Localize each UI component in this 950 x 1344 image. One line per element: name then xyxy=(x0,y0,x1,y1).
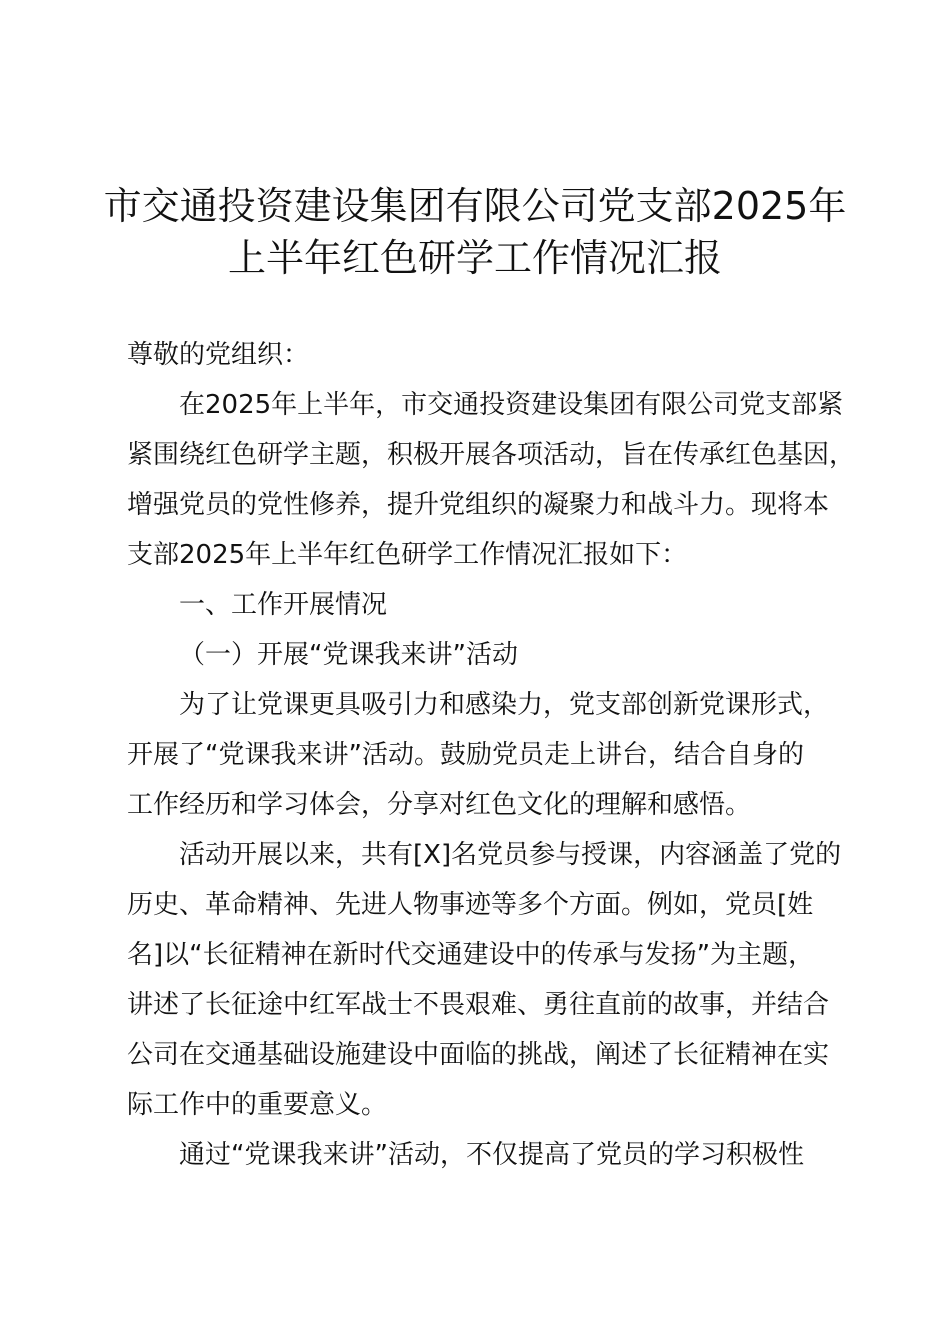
document-title-line-2: 上半年红色研学工作情况汇报 xyxy=(227,236,722,280)
paragraph-line: 增强党员的党性修养，提升党组织的凝聚力和战斗力。现将本 xyxy=(127,490,830,520)
paragraph-line: 活动开展以来，共有[X]名党员参与授课，内容涵盖了党的 xyxy=(179,840,842,870)
paragraph-line: 讲述了长征途中红军战士不畏艰难、勇往直前的故事，并结合 xyxy=(127,990,830,1020)
paragraph-line: 通过“党课我来讲”活动，不仅提高了党员的学习积极性 xyxy=(179,1140,804,1170)
paragraph-line: 公司在交通基础设施建设中面临的挑战，阐述了长征精神在实 xyxy=(127,1040,830,1070)
salutation: 尊敬的党组织： xyxy=(127,340,310,370)
paragraph-line: 名]以“长征精神在新时代交通建设中的传承与发扬”为主题， xyxy=(127,940,815,970)
paragraph-line: 在2025年上半年，市交通投资建设集团有限公司党支部紧 xyxy=(179,390,844,420)
paragraph-line: 工作经历和学习体会，分享对红色文化的理解和感悟。 xyxy=(127,790,752,820)
paragraph-line: 支部2025年上半年红色研学工作情况汇报如下： xyxy=(127,540,688,570)
paragraph-line: 紧围绕红色研学主题，积极开展各项活动，旨在传承红色基因， xyxy=(127,440,856,470)
section-heading: 一、工作开展情况 xyxy=(179,590,388,620)
subsection-heading: （一）开展“党课我来讲”活动 xyxy=(179,640,518,670)
document-title-line-1: 市交通投资建设集团有限公司党支部2025年 xyxy=(103,184,847,228)
paragraph-line: 际工作中的重要意义。 xyxy=(127,1090,388,1120)
paragraph-line: 历史、革命精神、先进人物事迹等多个方面。例如，党员[姓 xyxy=(127,890,814,920)
paragraph-line: 为了让党课更具吸引力和感染力，党支部创新党课形式， xyxy=(179,690,830,720)
paragraph-line: 开展了“党课我来讲”活动。鼓励党员走上讲台，结合自身的 xyxy=(127,740,804,770)
